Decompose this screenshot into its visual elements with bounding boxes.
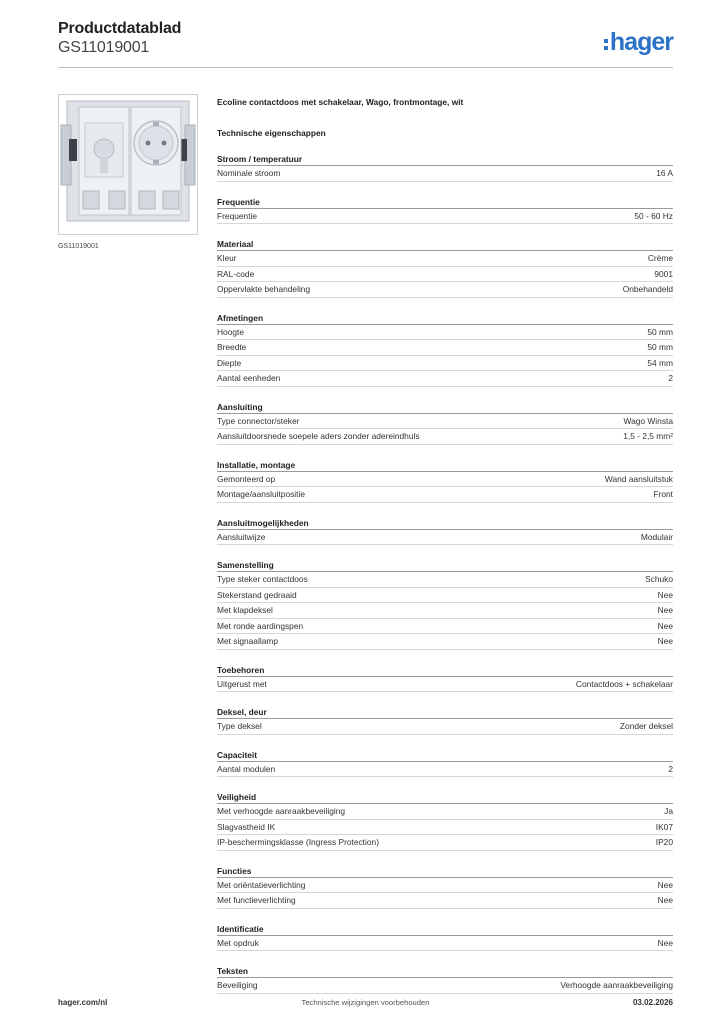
spec-row	[217, 487, 673, 503]
properties-heading: Technische eigenschappen	[217, 128, 326, 138]
spec-value: Nee	[657, 589, 673, 600]
spec-label: Met verhoogde aanraakbeveiliging	[217, 806, 346, 816]
page-header	[58, 20, 673, 66]
spec-value: 1,5 - 2,5 mm²	[623, 431, 673, 441]
product-image	[58, 94, 198, 235]
spec-row	[217, 804, 673, 820]
spec-row	[217, 893, 673, 909]
spec-label: Gemonteerd op	[217, 473, 276, 484]
spec-row	[217, 603, 673, 619]
spec-label: Met oriëntatieverlichting	[217, 879, 306, 890]
spec-sections	[217, 153, 673, 994]
spec-value: Nee	[657, 895, 673, 905]
spec-value: 54 mm	[647, 357, 673, 368]
spec-value: Wago Winsta	[623, 415, 673, 426]
spec-row	[217, 282, 673, 298]
spec-row	[217, 251, 673, 267]
spec-section	[217, 238, 673, 298]
spec-row	[217, 209, 673, 225]
spec-label: Slagvastheid IK	[217, 821, 276, 832]
spec-row	[217, 267, 673, 283]
spec-label: Type connector/steker	[217, 415, 300, 426]
spec-row	[217, 677, 673, 693]
spec-label: Met opdruk	[217, 937, 259, 948]
spec-value: 50 - 60 Hz	[634, 210, 673, 221]
section-title: Veiligheid	[217, 791, 673, 804]
spec-row	[217, 340, 673, 356]
spec-section	[217, 706, 673, 735]
spec-value: Crème	[647, 253, 673, 263]
spec-row	[217, 414, 673, 430]
spec-value: Contactdoos + schakelaar	[575, 678, 673, 689]
spec-value: Modulair	[640, 531, 673, 542]
footer-date: 03.02.2026	[632, 998, 673, 1007]
spec-section	[217, 517, 673, 546]
spec-value: Nee	[657, 636, 673, 646]
spec-label: Frequentie	[217, 210, 258, 221]
spec-label: Type deksel	[217, 721, 262, 731]
spec-value: Onbehandeld	[622, 284, 673, 294]
spec-label: IP-beschermingsklasse (Ingress Protection)	[217, 837, 379, 847]
spec-row	[217, 166, 673, 182]
spec-section	[217, 865, 673, 909]
spec-row	[217, 588, 673, 604]
spec-row	[217, 325, 673, 341]
spec-label: Diepte	[217, 357, 242, 368]
spec-label: Breedte	[217, 342, 247, 352]
spec-row	[217, 936, 673, 952]
spec-label: Met signaallamp	[217, 636, 278, 646]
spec-section	[217, 559, 673, 650]
spec-section	[217, 923, 673, 952]
spec-row	[217, 429, 673, 445]
section-title: Identificatie	[217, 923, 673, 936]
spec-value: 50 mm	[647, 342, 673, 352]
spec-section	[217, 196, 673, 225]
section-title: Capaciteit	[217, 749, 673, 762]
spec-section	[217, 791, 673, 851]
spec-label: Beveiliging	[217, 980, 258, 990]
logo-colon-icon	[604, 39, 608, 50]
spec-value: 16 A	[656, 168, 673, 178]
spec-label: Montage/aansluitpositie	[217, 489, 305, 499]
spec-row	[217, 530, 673, 546]
spec-label: Met ronde aardingspen	[217, 620, 304, 631]
section-title: Teksten	[217, 965, 673, 978]
spec-section	[217, 401, 673, 445]
header-divider	[58, 67, 673, 68]
spec-section	[217, 664, 673, 693]
spec-value: Front	[653, 489, 673, 499]
spec-value: 2	[668, 373, 673, 383]
product-code: GS11019001	[58, 39, 150, 56]
spec-label: Aansluitwijze	[217, 531, 266, 542]
section-title: Afmetingen	[217, 312, 673, 325]
section-title: Installatie, montage	[217, 459, 673, 472]
spec-row	[217, 619, 673, 635]
spec-row	[217, 762, 673, 778]
section-title: Functies	[217, 865, 673, 878]
spec-value: 9001	[654, 268, 673, 279]
spec-value: IP20	[655, 837, 673, 847]
spec-label: Hoogte	[217, 326, 245, 337]
spec-row	[217, 472, 673, 488]
section-title: Frequentie	[217, 196, 673, 209]
spec-section	[217, 459, 673, 503]
spec-value: Wand aansluitstuk	[604, 473, 673, 484]
spec-row	[217, 719, 673, 735]
spec-label: Nominale stroom	[217, 168, 281, 178]
spec-row	[217, 978, 673, 994]
spec-section	[217, 312, 673, 387]
spec-row	[217, 356, 673, 372]
section-title: Aansluiting	[217, 401, 673, 414]
spec-label: Met functieverlichting	[217, 895, 296, 905]
spec-value: Ja	[664, 806, 673, 816]
hager-logo	[604, 26, 673, 58]
spec-value: Nee	[657, 879, 673, 890]
spec-row	[217, 371, 673, 387]
spec-row	[217, 820, 673, 836]
product-description: Ecoline contactdoos met schakelaar, Wago, frontmontage, wit	[217, 97, 464, 107]
section-title: Samenstelling	[217, 559, 673, 572]
spec-label: Uitgerust met	[217, 678, 267, 689]
image-caption: GS11019001	[58, 243, 99, 250]
spec-section	[217, 965, 673, 994]
spec-row	[217, 878, 673, 894]
spec-value: Nee	[657, 605, 673, 615]
spec-value: Verhoogde aanraakbeveiliging	[560, 980, 673, 990]
spec-value: Nee	[657, 937, 673, 948]
spec-label: Kleur	[217, 253, 237, 263]
spec-value: 2	[668, 763, 673, 774]
spec-label: Aantal modulen	[217, 763, 276, 774]
spec-row	[217, 634, 673, 650]
footer-website: hager.com/nl	[58, 998, 108, 1007]
section-title: Stroom / temperatuur	[217, 153, 673, 166]
section-title: Materiaal	[217, 238, 673, 251]
spec-row	[217, 572, 673, 588]
footer-disclaimer: Technische wijzigingen voorbehouden	[301, 998, 430, 1007]
section-title: Toebehoren	[217, 664, 673, 677]
spec-value: Schuko	[645, 574, 673, 584]
page-title: Productdatablad	[58, 20, 182, 37]
spec-label: Aantal eenheden	[217, 373, 281, 383]
spec-label: Type steker contactdoos	[217, 574, 308, 584]
logo-wordmark: hager	[609, 27, 673, 56]
spec-label: RAL-code	[217, 268, 255, 279]
spec-value: IK07	[655, 821, 673, 832]
section-title: Deksel, deur	[217, 706, 673, 719]
spec-label: Stekerstand gedraaid	[217, 589, 297, 600]
section-title: Aansluitmogelijkheden	[217, 517, 673, 530]
spec-row	[217, 835, 673, 851]
product-specs	[217, 96, 673, 994]
spec-section	[217, 749, 673, 778]
spec-value: Nee	[657, 620, 673, 631]
spec-value: 50 mm	[647, 326, 673, 337]
socket-switch-illustration	[59, 95, 197, 234]
spec-label: Met klapdeksel	[217, 605, 273, 615]
spec-value: Zonder deksel	[619, 721, 673, 731]
spec-label: Aansluitdoorsnede soepele aders zonder adereindhuls	[217, 431, 420, 441]
spec-label: Oppervlakte behandeling	[217, 284, 311, 294]
spec-section	[217, 153, 673, 182]
